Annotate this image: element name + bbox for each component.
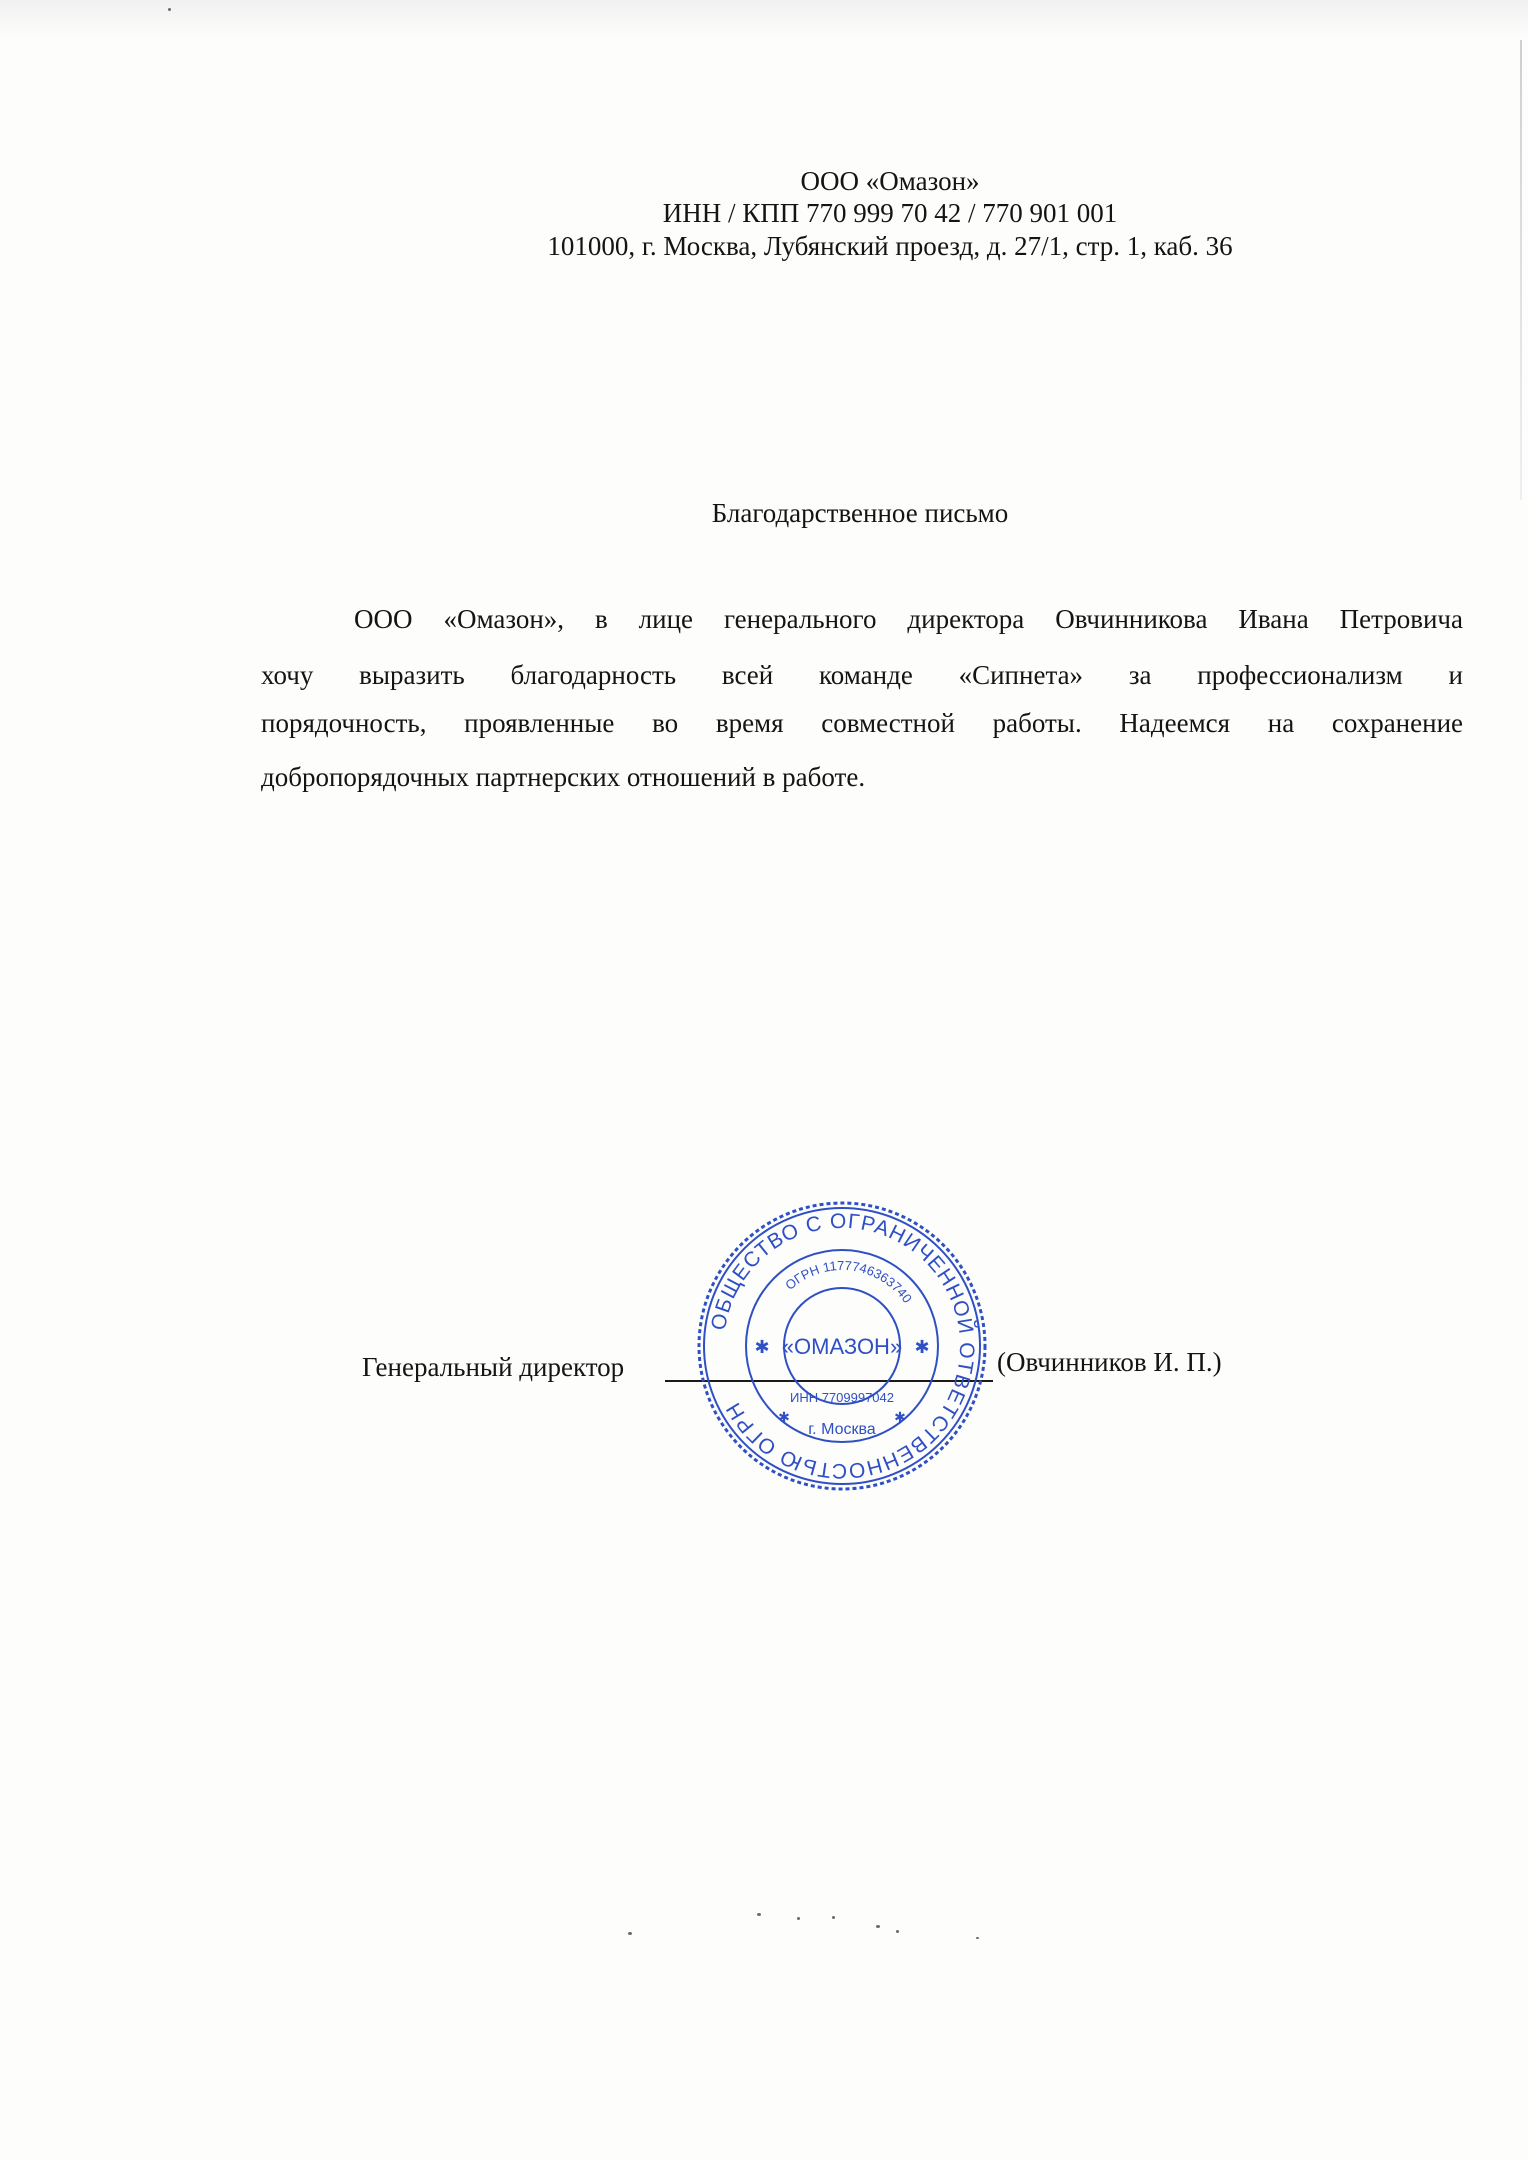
company-address: 101000, г. Москва, Лубянский проезд, д. 27/1, стр. 1, каб. 36 <box>547 231 1233 261</box>
letter-line: порядочность, проявленные во время совместной работы. Надеемся на сохранение <box>261 708 1463 738</box>
seal-star-icon: ✱ <box>914 1337 930 1358</box>
scan-shadow-right <box>1520 40 1522 500</box>
letter-title: Благодарственное письмо <box>711 498 1009 528</box>
seal-city: г. Москва <box>808 1421 876 1438</box>
letter-line: хочу выразить благодарность всей команде «Сипнета» за профессионализм и <box>261 660 1463 690</box>
scan-speck <box>832 1916 835 1919</box>
letter-line: добропорядочных партнерских отношений в работе. <box>261 762 866 792</box>
signature-role: Генеральный директор <box>362 1352 625 1382</box>
seal-ogrn: ОГРН 1177746363740 <box>782 1257 916 1306</box>
seal-star-icon: ✱ <box>778 1410 790 1426</box>
scan-speck <box>757 1913 761 1916</box>
seal-center-name: «ОМАЗОН» <box>781 1334 903 1359</box>
company-name: ООО «Омазон» <box>800 166 980 196</box>
company-seal <box>692 1196 992 1496</box>
scan-shadow-top <box>0 0 1528 38</box>
company-inn-kpp: ИНН / КПП 770 999 70 42 / 770 901 001 <box>662 198 1118 228</box>
seal-star-icon: ✱ <box>894 1410 906 1426</box>
seal-inn: ИНН 7709997042 <box>789 1390 895 1405</box>
scan-speck <box>168 8 171 11</box>
seal-star-icon: ✱ <box>754 1337 770 1358</box>
scan-speck <box>797 1917 800 1920</box>
scan-speck <box>628 1932 632 1935</box>
letter-line: ООО «Омазон», в лице генерального директора Овчинникова Ивана Петровича <box>354 604 1463 634</box>
seal-outer-text: ОБЩЕСТВО С ОГРАНИЧЕННОЙ ОТВЕТСТВЕННОСТЬЮ ОГРН <box>706 1209 979 1483</box>
scan-speck <box>976 1937 979 1939</box>
scan-speck <box>896 1930 899 1933</box>
scan-speck <box>876 1925 880 1928</box>
signature-name: (Овчинников И. П.) <box>997 1347 1222 1377</box>
